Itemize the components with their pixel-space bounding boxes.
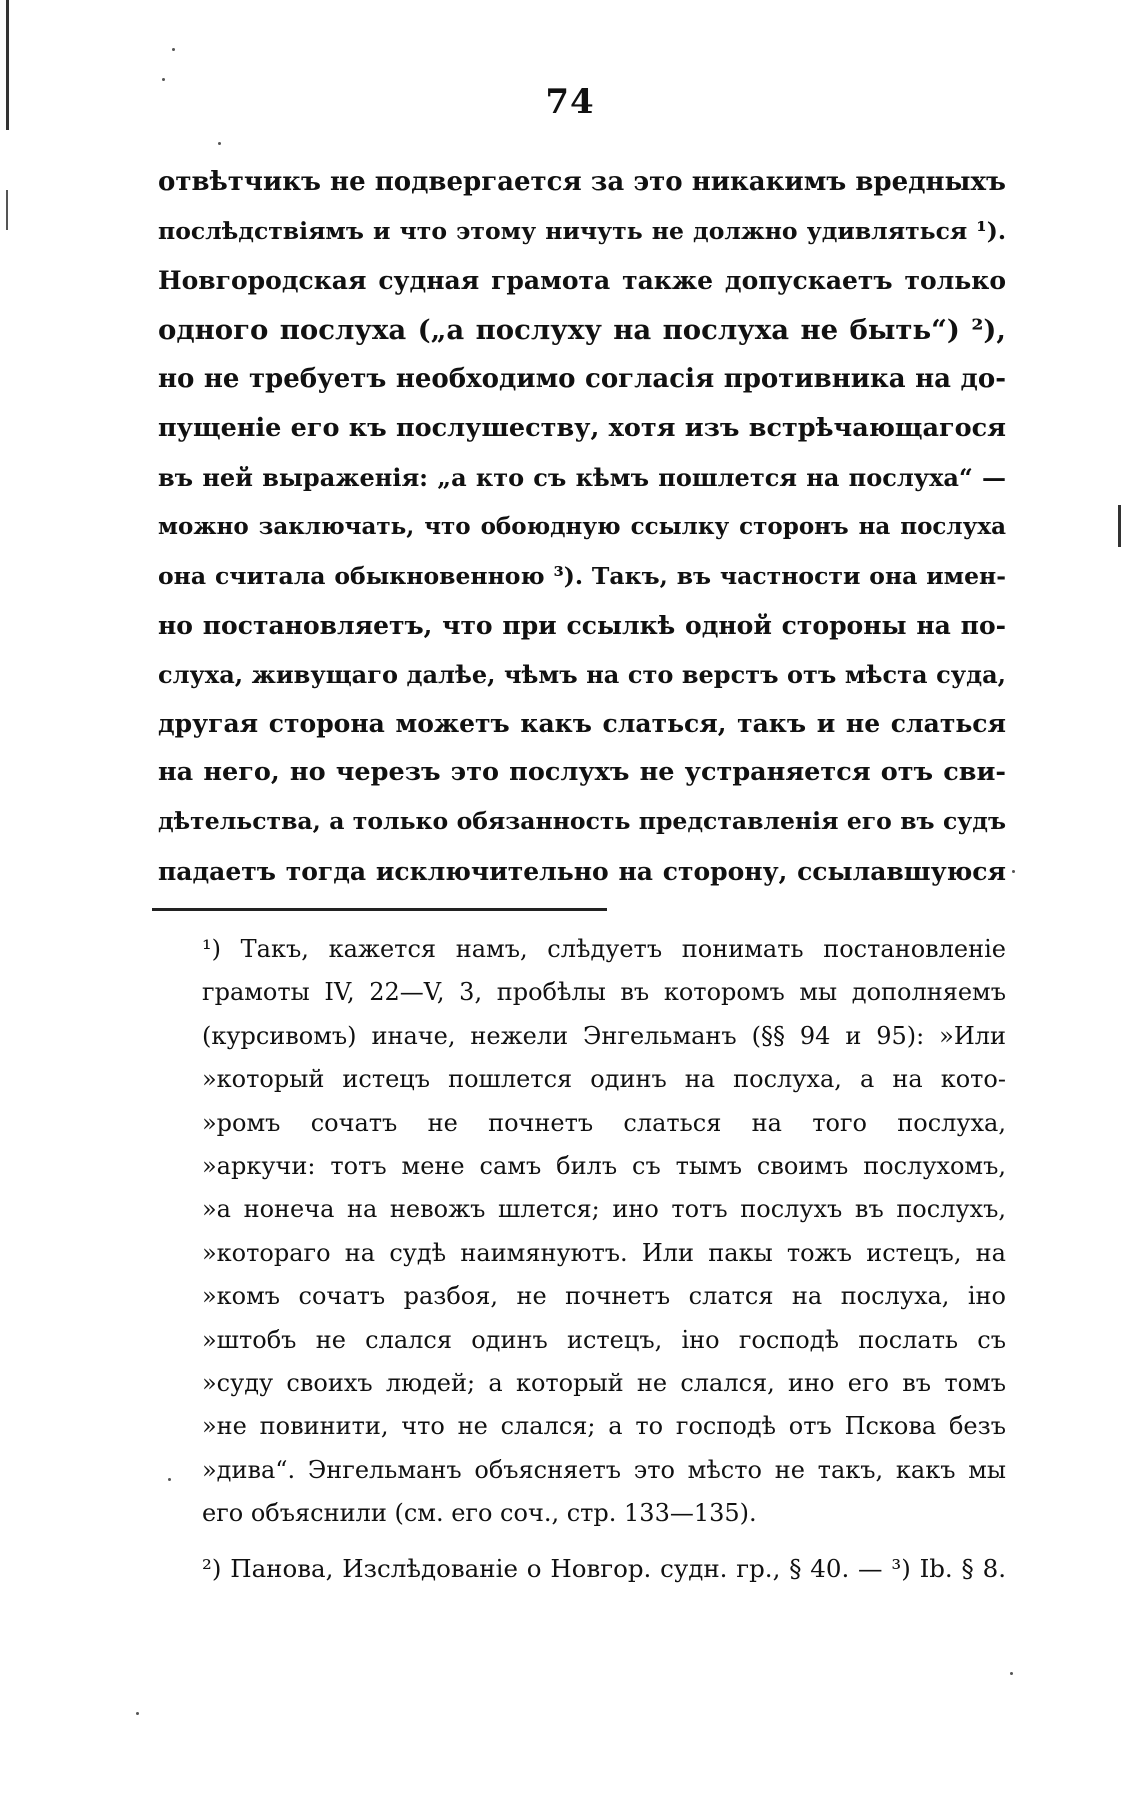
text-line: въ ней выраженія: „а кто съ кѣмъ пошлется на послуха“ — [158, 463, 1006, 493]
footnote-line: »суду своихъ людей; а который не слался, ино его въ томъ [202, 1368, 1006, 1397]
footnote-line: ¹) Такъ, кажется намъ, слѣдуетъ понимать постановленіе [202, 935, 1006, 963]
footnote-line: »который истецъ пошлется одинъ на послуха, а на кото- [202, 1065, 1006, 1094]
footnote-line: »штобъ не слался одинъ истецъ, іно господѣ послать съ [202, 1325, 1006, 1354]
footnote-line: »дива“. Энгельманъ объясняетъ это мѣсто не такъ, какъ мы [202, 1455, 1006, 1484]
text-line: слуха, живущаго далѣе, чѣмъ на сто верстъ отъ мѣста суда, [158, 659, 1006, 689]
footnote-line: »аркучи: тотъ мене самъ билъ съ тымъ своимъ послухомъ, [202, 1151, 1006, 1180]
text-line: но постановляетъ, что при ссылкѣ одной стороны на по- [158, 610, 1006, 640]
text-line: послѣдствіямъ и что этому ничуть не должно удивляться ¹). [158, 217, 1006, 246]
scan-speck [136, 1712, 139, 1715]
text-line: падаетъ тогда исключительно на сторону, ссылавшуюся [158, 856, 1006, 886]
scan-margin-line [6, 190, 8, 230]
text-line: пущеніе его къ послушеству, хотя изъ встрѣчающагося [158, 412, 1006, 443]
text-line: на него, но черезъ это послухъ не устраняется отъ сви- [158, 757, 1006, 788]
footnote-line: »котораго на судѣ наимянуютъ. Или пакы тожъ истецъ, на [202, 1238, 1006, 1267]
scan-speck [1012, 870, 1015, 873]
footnote-line: его объяснили (см. его соч., стр. 133—135). [202, 1499, 757, 1528]
text-line: другая сторона можетъ какъ слаться, такъ и не слаться [158, 709, 1006, 739]
scan-speck [162, 78, 165, 81]
text-line: отвѣтчикъ не подвергается за это никакимъ вредныхъ [158, 167, 1006, 197]
footnote-line: (курсивомъ) иначе, нежели Энгельманъ (§§ 94 и 95): »Или [202, 1021, 1006, 1050]
text-line: Новгородская судная грамота также допускаетъ только [158, 266, 1006, 296]
text-line: она считала обыкновенною ³). Такъ, въ частности она имен- [158, 561, 1006, 590]
scan-speck [1010, 1672, 1013, 1675]
footnote-line: грамоты IV, 22—V, 3, пробѣлы въ которомъ мы дополняемъ [202, 978, 1006, 1007]
text-line: можно заключать, что обоюдную ссылку сторонъ на послуха [158, 513, 1006, 541]
footnote-line: »а нонеча на невожъ шлется; ино тотъ послухъ въ послухъ, [202, 1195, 1006, 1224]
scan-speck [218, 142, 221, 145]
text-line: дѣтельства, а только обязанность представленія его въ судъ [158, 807, 1006, 836]
text-line: но не требуетъ необходимо согласія противника на до- [158, 363, 1006, 394]
footnote-line: »ромъ сочатъ не почнетъ слаться на того послуха, [202, 1108, 1006, 1137]
scan-margin-mark [1118, 505, 1121, 547]
scan-speck [168, 1478, 171, 1481]
footnote-2-3: ²) Панова, Изслѣдованіе о Новгор. судн. гр., § 40. — ³) Ib. § 8. [202, 1554, 1006, 1583]
footnote-line: »комъ сочатъ разбоя, не почнетъ слатся на послуха, іно [202, 1282, 1006, 1311]
text-line: одного послуха („а послуху на послуха не быть“) ²), [158, 313, 1006, 346]
main-text [158, 158, 1006, 896]
scan-speck [172, 48, 175, 51]
footnote-1 [202, 928, 1006, 1535]
footnote-divider [152, 908, 607, 911]
page-number: 74 [545, 82, 595, 122]
footnote-line: »не повинити, что не слался; а то господѣ отъ Пскова безъ [202, 1412, 1006, 1441]
